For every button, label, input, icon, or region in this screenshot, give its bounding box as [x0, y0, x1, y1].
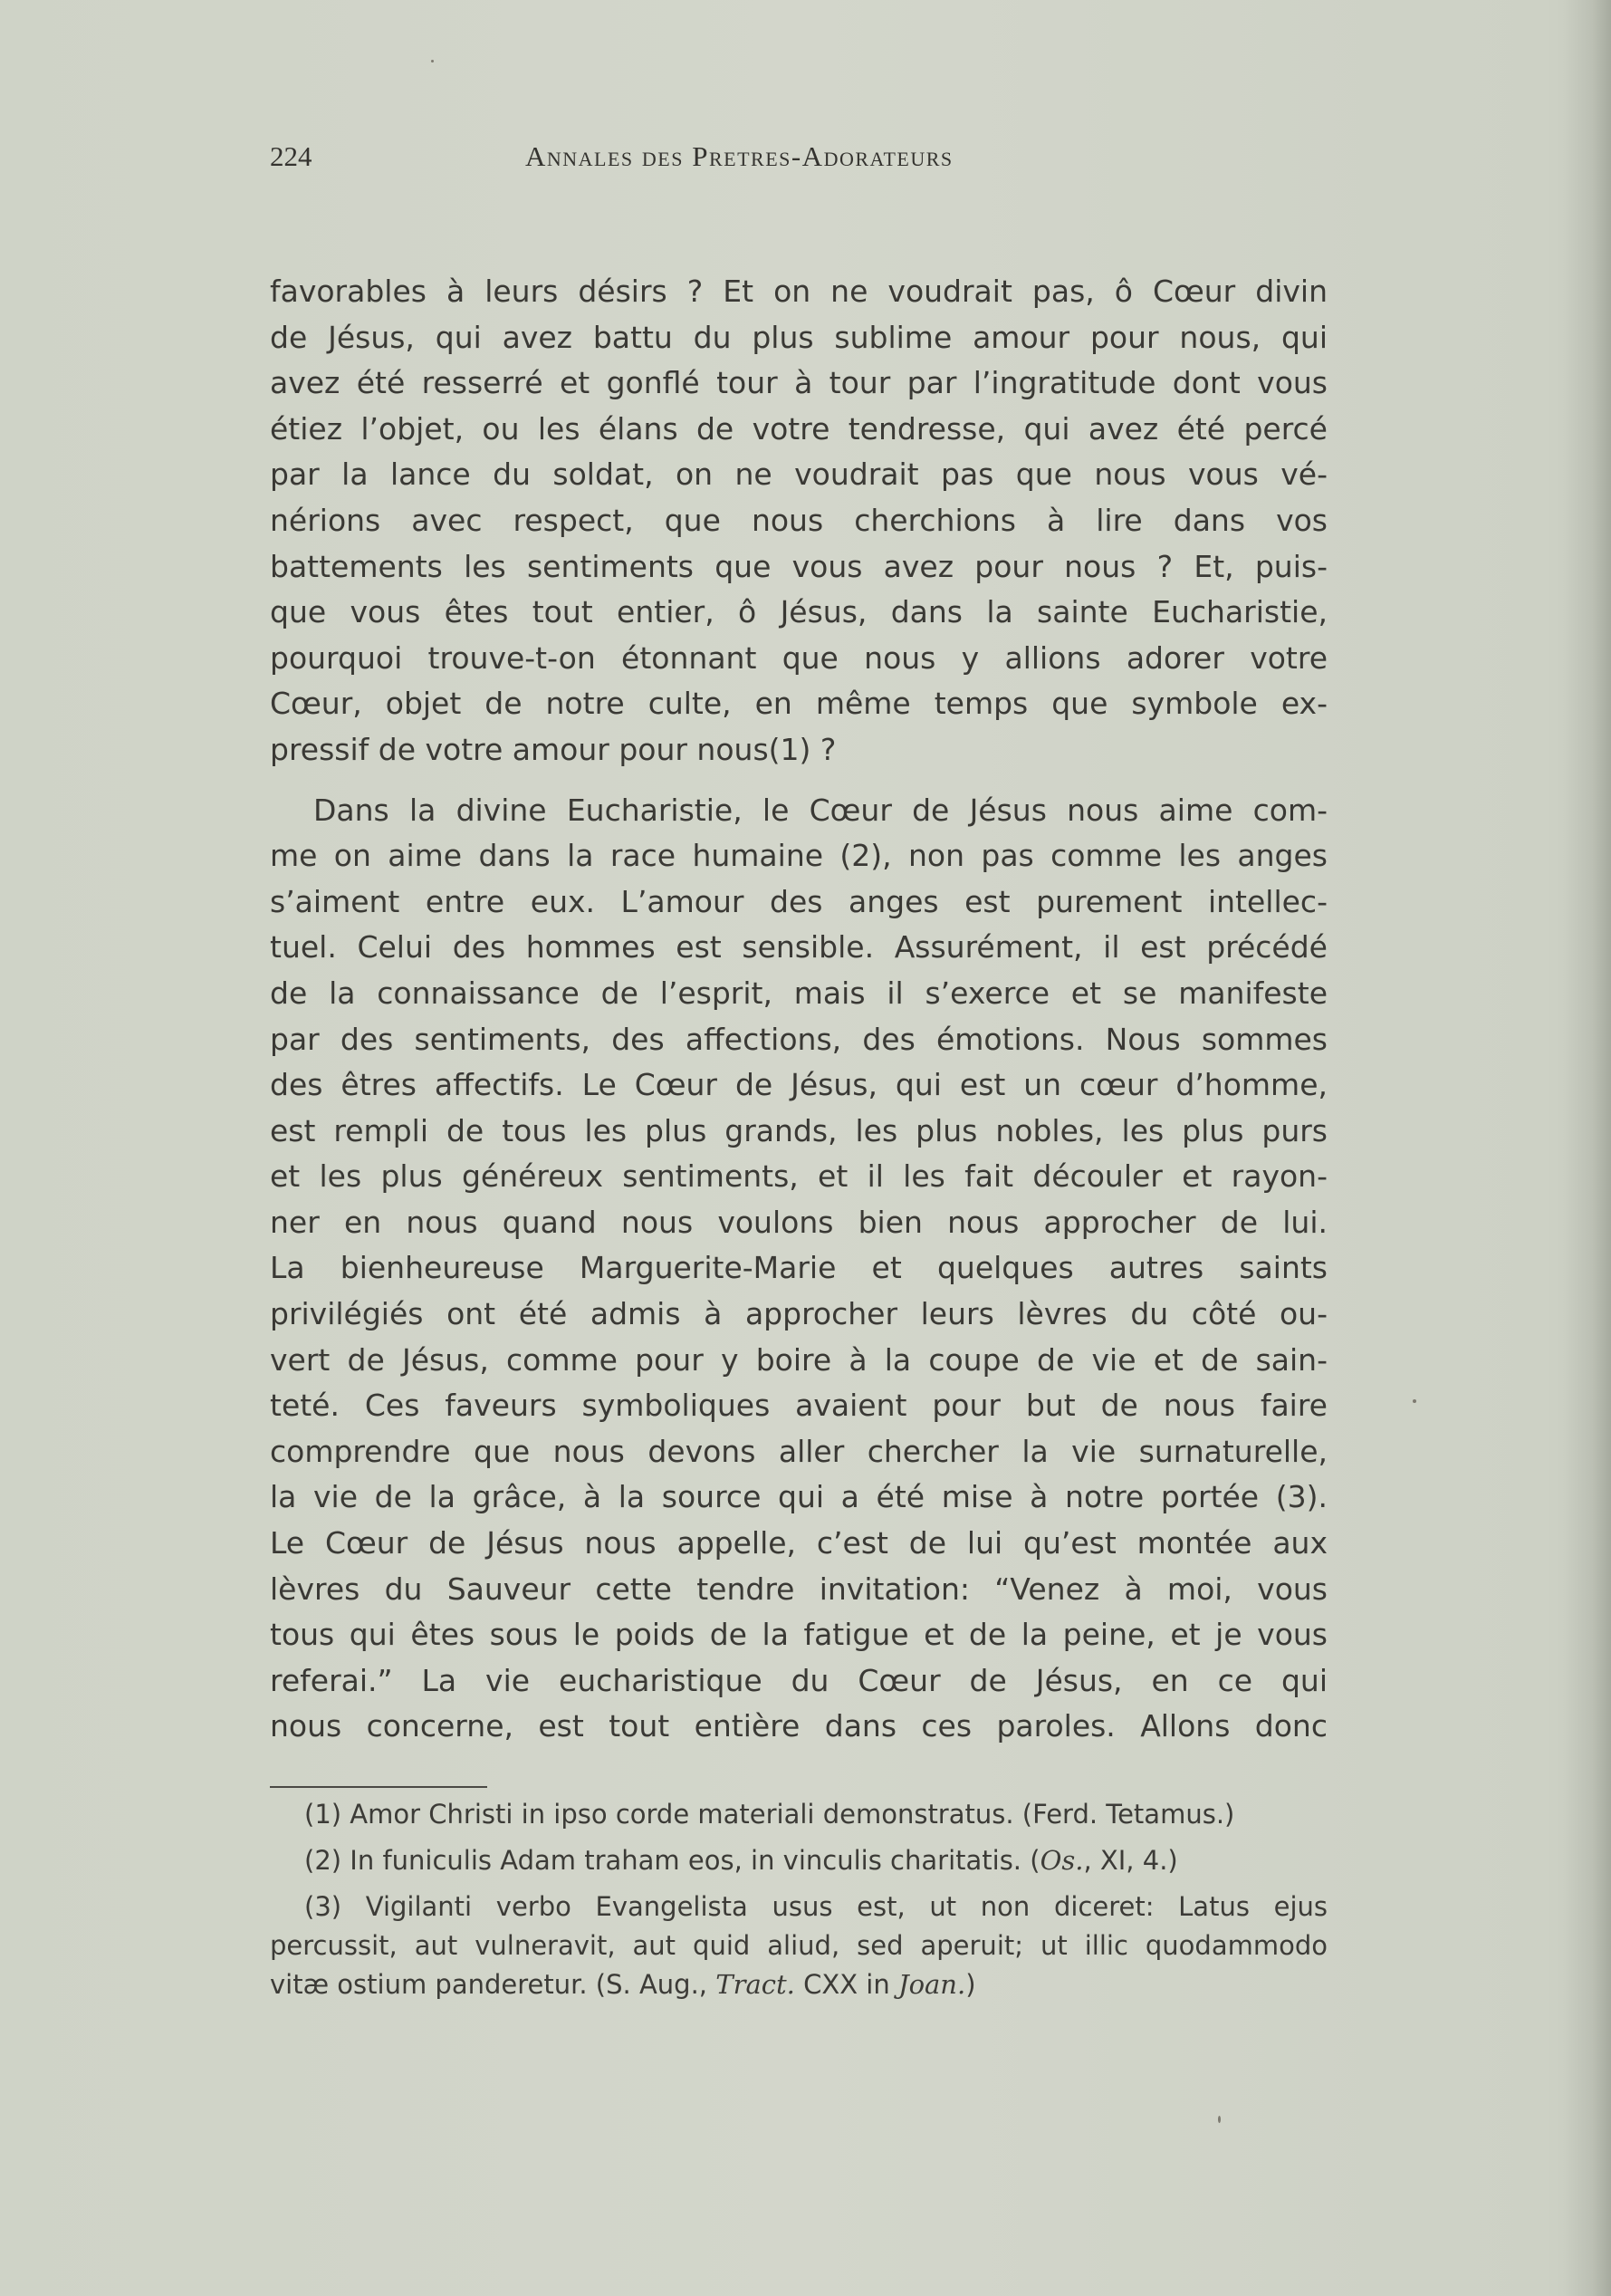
- text-line: Cœur, objet de notre culte, en même temps que symbole ex-: [270, 686, 1328, 722]
- text-line: que vous êtes tout entier, ô Jésus, dans la sainte Eucharistie,: [270, 594, 1328, 630]
- text-line: nérions avec respect, que nous cherchions à lire dans vos: [270, 502, 1328, 538]
- text-line: tous qui êtes sous le poids de la fatigue et de la peine, et je vous: [270, 1617, 1328, 1653]
- paper-speck: [1413, 1399, 1416, 1403]
- footnote-3-italic: Tract.: [715, 1969, 795, 2000]
- footnote-3-text: CXX in: [794, 1969, 898, 2000]
- text-line: comprendre que nous devons aller chercher la vie surnaturelle,: [270, 1433, 1328, 1469]
- text-line: referai.” La vie eucharistique du Cœur de Jésus, en ce qui: [270, 1662, 1328, 1698]
- footnote-3-line: (3) Vigilanti verbo Evangelista usus est, ut non diceret: Latus ejus: [304, 1891, 1328, 1922]
- paragraph-2: [270, 788, 1328, 1750]
- text-line: vert de Jésus, comme pour y boire à la coupe de vie et de sain-: [270, 1341, 1328, 1378]
- text-line: nous concerne, est tout entière dans ces paroles. Allons donc: [270, 1708, 1328, 1744]
- text-line: teté. Ces faveurs symboliques avaient pour but de nous faire: [270, 1388, 1328, 1424]
- text-line: La bienheureuse Marguerite-Marie et quelques autres saints: [270, 1250, 1328, 1286]
- footnote-2-text: (2) In funiculis Adam traham eos, in vinculis charitatis. (: [304, 1845, 1040, 1876]
- text-line: la vie de la grâce, à la source qui a été mise à notre portée (3).: [270, 1479, 1328, 1515]
- paper-speck: [431, 60, 434, 62]
- footnote-rule: [270, 1786, 487, 1788]
- page-header: [270, 140, 1338, 177]
- text-line: par la lance du soldat, on ne voudrait pas que nous vous vé-: [270, 456, 1328, 493]
- footnote-2: [270, 1841, 1328, 1880]
- text-line: Dans la divine Eucharistie, le Cœur de Jésus nous aime com-: [313, 792, 1328, 828]
- text-line: lèvres du Sauveur cette tendre invitation: “Venez à moi, vous: [270, 1571, 1328, 1607]
- body-text: [270, 269, 1328, 1750]
- text-line: tuel. Celui des hommes est sensible. Assurément, il est précédé: [270, 929, 1328, 965]
- paper-speck: [1218, 2116, 1221, 2123]
- footnote-2-ref: , XI, 4.): [1083, 1845, 1178, 1876]
- footnote-2-italic: Os.: [1040, 1845, 1084, 1876]
- paragraph-1: [270, 269, 1328, 773]
- text-line: privilégiés ont été admis à approcher leurs lèvres du côté ou-: [270, 1296, 1328, 1332]
- text-line: ner en nous quand nous voulons bien nous approcher de lui.: [270, 1204, 1328, 1240]
- text-line: est rempli de tous les plus grands, les plus nobles, les plus purs: [270, 1112, 1328, 1148]
- text-line: pourquoi trouve-t-on étonnant que nous y allions adorer votre: [270, 639, 1328, 676]
- text-line: s’aiment entre eux. L’amour des anges est purement intellec-: [270, 883, 1328, 919]
- footnote-3-text: ): [965, 1969, 976, 2000]
- footnote-3-line: [270, 1965, 1328, 2004]
- running-title: Annales des Pretres-Adorateurs: [525, 140, 954, 172]
- text-line: pressif de votre amour pour nous(1) ?: [270, 731, 837, 767]
- paragraph-gap: [270, 773, 1328, 788]
- text-line: Le Cœur de Jésus nous appelle, c’est de lui qu’est montée aux: [270, 1525, 1328, 1561]
- footnote-3-line: percussit, aut vulneravit, aut quid aliud, sed aperuit; ut illic quodammodo: [270, 1930, 1328, 1961]
- page-number: 224: [270, 140, 312, 172]
- text-line: de la connaissance de l’esprit, mais il s’exerce et se manifeste: [270, 975, 1328, 1011]
- footnote-3-italic: Joan.: [897, 1969, 966, 2000]
- text-line: de Jésus, qui avez battu du plus sublime amour pour nous, qui: [270, 319, 1328, 355]
- page-edge-shadow: [1564, 0, 1611, 2296]
- text-line: avez été resserré et gonflé tour à tour par l’ingratitude dont vous: [270, 365, 1328, 401]
- footnote-1: (1) Amor Christi in ipso corde materiali demonstratus. (Ferd. Tetamus.): [304, 1799, 1235, 1830]
- text-line: des êtres affectifs. Le Cœur de Jésus, qui est un cœur d’homme,: [270, 1067, 1328, 1103]
- footnotes: [270, 1795, 1328, 2004]
- text-line: par des sentiments, des affections, des émotions. Nous sommes: [270, 1021, 1328, 1057]
- text-line: me on aime dans la race humaine (2), non pas comme les anges: [270, 838, 1328, 874]
- text-line: et les plus généreux sentiments, et il les fait découler et rayon-: [270, 1158, 1328, 1195]
- footnote-3-text: vitæ ostium panderetur. (S. Aug.,: [270, 1969, 716, 2000]
- text-line: favorables à leurs désirs ? Et on ne voudrait pas, ô Cœur divin: [270, 274, 1328, 309]
- text-line: étiez l’objet, ou les élans de votre tendresse, qui avez été percé: [270, 410, 1328, 447]
- text-line: battements les sentiments que vous avez pour nous ? Et, puis-: [270, 548, 1328, 584]
